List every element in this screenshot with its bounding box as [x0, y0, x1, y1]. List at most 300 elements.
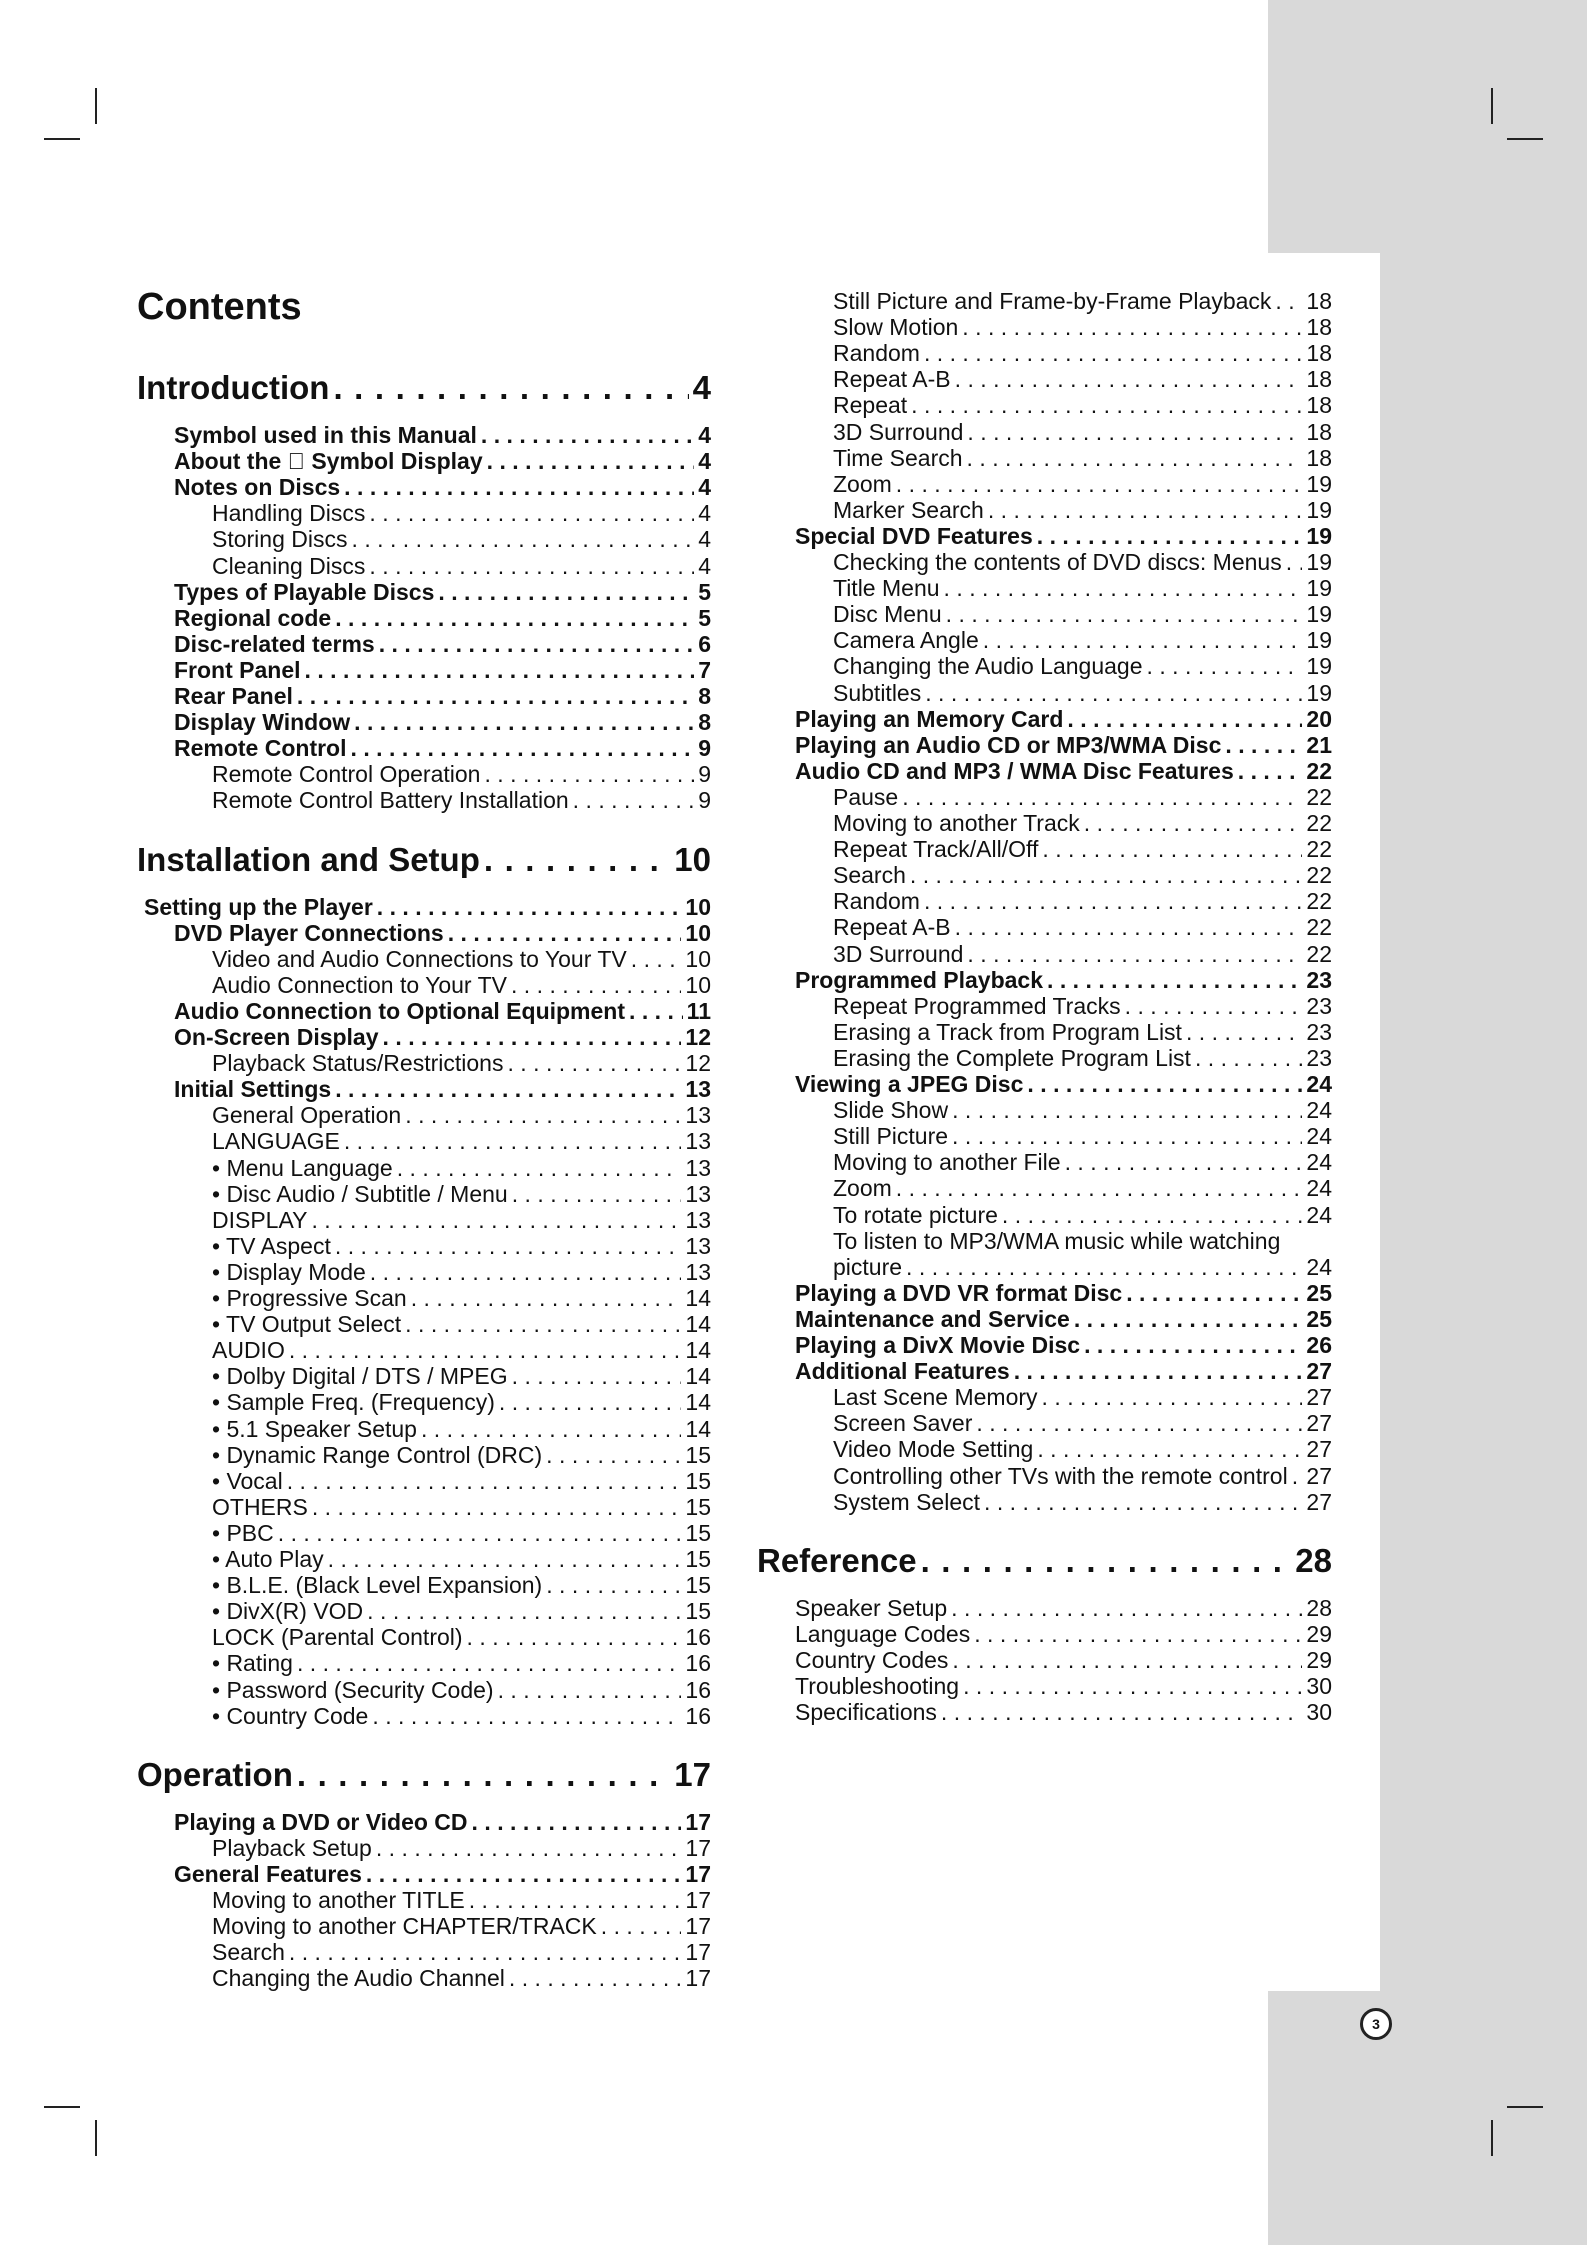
- toc-leader-dots: [952, 1123, 1302, 1149]
- toc-label: OTHERS: [212, 1493, 308, 1520]
- toc-label: Specifications: [795, 1699, 937, 1726]
- toc-entry: [212, 1102, 711, 1128]
- toc-leader-dots: [944, 575, 1303, 601]
- toc-page-number: 18: [1306, 392, 1332, 419]
- toc-label: Video and Audio Connections to Your TV: [212, 945, 627, 972]
- toc-leader-dots: [896, 471, 1303, 497]
- toc-page-number: 19: [1306, 627, 1332, 654]
- toc-entry: [833, 497, 1332, 523]
- toc-entry: [833, 340, 1332, 366]
- toc-label: • Sample Freq. (Frequency): [212, 1389, 495, 1416]
- toc-leader-dots: [397, 1155, 682, 1181]
- toc-label: Moving to another TITLE: [212, 1887, 465, 1913]
- toc-entry: [174, 579, 711, 605]
- toc-leader-dots: [983, 627, 1303, 653]
- toc-leader-dots: [1186, 1019, 1302, 1045]
- toc-page-number: 16: [685, 1702, 711, 1729]
- toc-label: Playing a DivX Movie Disc: [795, 1332, 1081, 1358]
- toc-leader-dots: [472, 1809, 682, 1835]
- toc-leader-dots: [354, 709, 694, 735]
- toc-page-number: 14: [685, 1337, 711, 1364]
- page-number: 3: [1372, 2016, 1380, 2032]
- toc-entry: [174, 998, 711, 1024]
- toc-entry: [212, 1181, 711, 1207]
- toc-page-number: 27: [1306, 1384, 1332, 1411]
- toc-page-number: 9: [698, 787, 711, 814]
- toc-page-number: 24: [1306, 1097, 1332, 1124]
- toc-page-number: 19: [1306, 653, 1332, 680]
- toc-page-number: 10: [685, 971, 711, 998]
- toc-leader-dots: [941, 1699, 1302, 1725]
- toc-leader-dots: [405, 1102, 681, 1128]
- toc-leader-dots: [351, 526, 694, 552]
- toc-label: Remote Control Battery Installation: [212, 787, 569, 814]
- toc-page-number: 6: [698, 630, 711, 657]
- toc-label: Country Codes: [795, 1646, 949, 1673]
- crop-mark-tl-h: [44, 138, 80, 140]
- toc-page-number: 26: [1306, 1332, 1332, 1358]
- toc-label: Still Picture: [833, 1123, 949, 1150]
- toc-page-number: 25: [1306, 1279, 1332, 1306]
- toc-page-number: 24: [1306, 1123, 1332, 1150]
- toc-label: DISPLAY: [212, 1206, 308, 1233]
- toc-entry: [212, 1416, 711, 1442]
- toc-label: • Dynamic Range Control (DRC): [212, 1441, 543, 1468]
- toc-label: Title Menu: [833, 575, 940, 602]
- toc-entry: [212, 761, 711, 787]
- toc-label: Moving to another File: [833, 1149, 1061, 1176]
- toc-entry: [833, 549, 1332, 575]
- toc-entry: [212, 1650, 711, 1676]
- toc-entry: [174, 683, 711, 709]
- toc-page-number: 5: [698, 578, 711, 605]
- toc-leader-dots: [601, 1913, 682, 1939]
- toc-page-number: 22: [1306, 940, 1332, 967]
- toc-leader-dots: [1292, 1463, 1303, 1489]
- toc-label: picture: [833, 1253, 903, 1280]
- toc-entry: [212, 787, 711, 813]
- toc-entry: [212, 1285, 711, 1311]
- toc-page-number: 15: [685, 1467, 711, 1494]
- toc-leader-dots: [344, 1128, 682, 1154]
- toc-entry: [833, 1019, 1332, 1045]
- toc-page-number: 22: [1306, 862, 1332, 889]
- toc-leader-dots: [1147, 653, 1303, 679]
- toc-entry: [833, 1097, 1332, 1123]
- toc-entry: [795, 1647, 1332, 1673]
- toc-leader-dots: [498, 1677, 682, 1703]
- toc-label: • Progressive Scan: [212, 1285, 407, 1311]
- toc-label: • Vocal: [212, 1467, 283, 1494]
- toc-page-number: 22: [1306, 783, 1332, 810]
- toc-leader-dots: [405, 1311, 681, 1337]
- toc-page-number: 5: [698, 604, 711, 631]
- toc-leader-dots: [305, 657, 695, 683]
- toc-label: Repeat Programmed Tracks: [833, 992, 1121, 1019]
- toc-leader-dots: [287, 1468, 682, 1494]
- toc-page-number: 27: [1306, 1488, 1332, 1515]
- toc-page-number: 15: [685, 1441, 711, 1468]
- toc-entry: [212, 1939, 711, 1965]
- toc-label: Search: [212, 1939, 285, 1966]
- toc-page-number: 14: [685, 1389, 711, 1416]
- toc-label: On-Screen Display: [174, 1024, 379, 1050]
- toc-page-number: 22: [1306, 810, 1332, 836]
- toc-label: Audio CD and MP3 / WMA Disc Features: [795, 757, 1234, 784]
- toc-entry: [795, 523, 1332, 549]
- toc-page-number: 14: [685, 1415, 711, 1442]
- toc-entry: [833, 419, 1332, 445]
- toc-leader-dots: [335, 1233, 682, 1259]
- toc-entry: [212, 1050, 711, 1076]
- toc-page-number: 23: [1306, 966, 1332, 993]
- toc-entry: [212, 1572, 711, 1598]
- toc-label: Initial Settings: [174, 1076, 332, 1103]
- toc-label: Playback Status/Restrictions: [212, 1050, 504, 1077]
- toc-heading: [757, 1541, 1332, 1581]
- toc-entry: [795, 1673, 1332, 1699]
- toc-leader-dots: [366, 1861, 681, 1887]
- toc-leader-dots: [1042, 1384, 1303, 1410]
- toc-page-number: 10: [685, 893, 711, 920]
- toc-entry: [212, 1887, 711, 1913]
- toc-page-number: 13: [685, 1206, 711, 1233]
- toc-entry: [212, 526, 711, 552]
- toc-label: Introduction: [137, 369, 330, 406]
- toc-page-number: 30: [1306, 1673, 1332, 1699]
- toc-entry: [212, 1965, 711, 1991]
- toc-page-number: 14: [685, 1285, 711, 1311]
- toc-leader-dots: [369, 500, 694, 526]
- toc-entry: [833, 1436, 1332, 1462]
- toc-label: Checking the contents of DVD discs: Menus: [833, 549, 1282, 575]
- toc-leader-dots: [1037, 1436, 1302, 1462]
- toc-entry: [833, 1045, 1332, 1071]
- toc-entry: [833, 1202, 1332, 1228]
- toc-label: • B.L.E. (Black Level Expansion): [212, 1572, 543, 1599]
- toc-entry: [833, 1228, 1332, 1254]
- toc-entry: [212, 1442, 711, 1468]
- page-title: Contents: [137, 286, 302, 328]
- toc-leader-dots: [484, 761, 694, 787]
- toc-page-number: 18: [1306, 288, 1332, 314]
- toc-label: Still Picture and Frame-by-Frame Playback: [833, 288, 1272, 314]
- toc-leader-dots: [911, 392, 1302, 418]
- toc-leader-dots: [484, 840, 670, 880]
- toc-label: 3D Surround: [833, 418, 964, 445]
- toc-label: Camera Angle: [833, 627, 979, 654]
- toc-leader-dots: [328, 1546, 682, 1572]
- toc-entry: [174, 631, 711, 657]
- toc-entry: [833, 1123, 1332, 1149]
- toc-label: • Auto Play: [212, 1546, 324, 1572]
- toc-leader-dots: [952, 1647, 1302, 1673]
- toc-entry: [212, 1494, 711, 1520]
- toc-page-number: 15: [685, 1572, 711, 1599]
- toc-label: • Password (Security Code): [212, 1676, 494, 1703]
- toc-label: General Operation: [212, 1102, 402, 1129]
- toc-entry: [833, 366, 1332, 392]
- toc-page-number: 8: [698, 709, 711, 736]
- toc-page-number: 24: [1306, 1071, 1332, 1097]
- toc-leader-dots: [297, 683, 694, 709]
- toc-leader-dots: [1125, 993, 1303, 1019]
- toc-leader-dots: [421, 1416, 681, 1442]
- toc-label: Moving to another Track: [833, 810, 1080, 836]
- toc-leader-dots: [312, 1494, 682, 1520]
- toc-label: System Select: [833, 1488, 980, 1515]
- toc-entry: [833, 1175, 1332, 1201]
- toc-label: Time Search: [833, 444, 963, 471]
- toc-leader-dots: [344, 474, 694, 500]
- toc-leader-dots: [467, 1624, 682, 1650]
- toc-page-number: 19: [1306, 496, 1332, 523]
- toc-leader-dots: [311, 1207, 681, 1233]
- toc-label: • 5.1 Speaker Setup: [212, 1415, 417, 1442]
- toc-label: Repeat Track/All/Off: [833, 836, 1039, 863]
- toc-entry: [174, 709, 711, 735]
- toc-label: Reference: [757, 1541, 917, 1579]
- toc-leader-dots: [351, 735, 695, 761]
- toc-leader-dots: [951, 1595, 1302, 1621]
- toc-entry: [833, 1410, 1332, 1436]
- toc-entry: [833, 914, 1332, 940]
- toc-label: Remote Control: [174, 735, 347, 762]
- toc-page-number: 17: [685, 1913, 711, 1940]
- toc-entry: [174, 1024, 711, 1050]
- toc-label: • Menu Language: [212, 1154, 393, 1181]
- toc-leader-dots: [1037, 523, 1303, 549]
- toc-label: Changing the Audio Language: [833, 653, 1143, 680]
- toc-entry: [174, 474, 711, 500]
- toc-label: Playing a DVD or Video CD: [174, 1808, 468, 1835]
- toc-leader-dots: [1067, 706, 1302, 732]
- toc-entry: [212, 1624, 711, 1650]
- toc-page-number: 10: [685, 945, 711, 972]
- toc-entry: [174, 422, 711, 448]
- toc-leader-dots: [946, 601, 1303, 627]
- toc-leader-dots: [376, 1835, 682, 1861]
- toc-label: Operation: [137, 1755, 293, 1793]
- toc-leader-dots: [1286, 549, 1303, 575]
- toc-leader-dots: [289, 1337, 682, 1363]
- toc-page-number: 21: [1306, 731, 1332, 758]
- toc-leader-dots: [976, 1410, 1302, 1436]
- toc-label: Playing an Audio CD or MP3/WMA Disc: [795, 731, 1222, 758]
- toc-leader-dots: [1027, 1071, 1302, 1097]
- toc-leader-dots: [955, 914, 1303, 940]
- crop-mark-bl-v: [95, 2120, 97, 2156]
- toc-label: AUDIO: [212, 1337, 285, 1364]
- toc-entry: [795, 1595, 1332, 1621]
- toc-entry: [174, 1076, 711, 1102]
- toc-label: • TV Output Select: [212, 1311, 402, 1338]
- toc-label: Storing Discs: [212, 526, 348, 553]
- toc-leader-dots: [967, 419, 1302, 445]
- toc-label: DVD Player Connections: [174, 919, 444, 946]
- toc-leader-dots: [297, 1755, 670, 1795]
- toc-entry: [212, 1598, 711, 1624]
- toc-page-number: 13: [685, 1128, 711, 1155]
- toc-entry: [212, 1259, 711, 1285]
- toc-page-number: 24: [1306, 1201, 1332, 1228]
- toc-leader-dots: [1047, 967, 1302, 993]
- toc-label: Special DVD Features: [795, 522, 1033, 549]
- toc-label: Marker Search: [833, 496, 984, 523]
- toc-label: Installation and Setup: [137, 840, 480, 878]
- toc-leader-dots: [512, 1181, 682, 1207]
- toc-leader-dots: [984, 1489, 1302, 1515]
- toc-entry: [833, 392, 1332, 418]
- toc-label: Display Window: [174, 709, 351, 736]
- toc-page-number: 27: [1306, 1462, 1332, 1489]
- toc-leader-dots: [1225, 732, 1302, 758]
- toc-label: Moving to another CHAPTER/TRACK: [212, 1913, 597, 1940]
- toc-label: Random: [833, 340, 920, 367]
- toc-label: Programmed Playback: [795, 966, 1044, 993]
- toc-page-number: 11: [686, 997, 711, 1024]
- toc-page-number: 19: [1306, 601, 1332, 628]
- toc-page-number: 4: [698, 474, 711, 501]
- toc-entry: [795, 1621, 1332, 1647]
- toc-page-number: 23: [1306, 992, 1332, 1019]
- toc-label: • TV Aspect: [212, 1232, 331, 1259]
- toc-entry: [212, 1389, 711, 1415]
- toc-entry: [795, 1280, 1332, 1306]
- crop-mark-tl-v: [95, 88, 97, 124]
- toc-page-number: 17: [685, 1965, 711, 1992]
- toc-label: Screen Saver: [833, 1410, 973, 1437]
- toc-entry: [833, 471, 1332, 497]
- toc-label: Erasing the Complete Program List: [833, 1044, 1191, 1071]
- toc-entry: [833, 1254, 1332, 1280]
- toc-entry: [212, 1546, 711, 1572]
- toc-leader-dots: [1002, 1202, 1302, 1228]
- toc-entry: [174, 1809, 711, 1835]
- toc-entry: [212, 1207, 711, 1233]
- toc-page-number: 15: [685, 1493, 711, 1520]
- toc-entry: [833, 288, 1332, 314]
- toc-entry: [795, 1332, 1332, 1358]
- toc-leader-dots: [952, 1097, 1302, 1123]
- toc-entry: [212, 1677, 711, 1703]
- toc-page-number: 4: [698, 422, 711, 448]
- toc-label: About the ⃠ Symbol Display: [174, 448, 483, 475]
- toc-page-number: 13: [685, 1102, 711, 1129]
- toc-leader-dots: [383, 1024, 682, 1050]
- toc-page-number: 22: [1306, 757, 1332, 784]
- toc-leader-dots: [335, 1076, 681, 1102]
- toc-leader-dots: [372, 1703, 681, 1729]
- toc-page-number: 28: [1306, 1594, 1332, 1621]
- toc-entry: [795, 706, 1332, 732]
- toc-label: Maintenance and Service: [795, 1305, 1070, 1332]
- toc-entry: [833, 784, 1332, 810]
- toc-leader-dots: [1074, 1306, 1303, 1332]
- toc-leader-dots: [629, 998, 683, 1024]
- toc-leader-dots: [370, 1259, 682, 1285]
- toc-entry: [833, 888, 1332, 914]
- toc-page-number: 16: [685, 1650, 711, 1677]
- toc-leader-dots: [1195, 1045, 1302, 1071]
- toc-leader-dots: [910, 862, 1303, 888]
- toc-page-number: 16: [685, 1676, 711, 1703]
- toc-page-number: 24: [1306, 1253, 1332, 1280]
- toc-page-number: 19: [1306, 549, 1332, 575]
- toc-label: Disc Menu: [833, 601, 942, 628]
- toc-entry: [212, 500, 711, 526]
- toc-label: Disc-related terms: [174, 630, 375, 657]
- toc-page-number: 27: [1306, 1358, 1332, 1385]
- toc-leader-dots: [377, 894, 682, 920]
- toc-label: Regional code: [174, 604, 332, 631]
- toc-label: Controlling other TVs with the remote control: [833, 1462, 1288, 1489]
- toc-leader-dots: [1014, 1358, 1303, 1384]
- toc-entry: [174, 1861, 711, 1887]
- toc-page-number: 4: [698, 500, 711, 527]
- toc-leader-dots: [896, 1175, 1303, 1201]
- page-number-badge: [1360, 2008, 1392, 2040]
- toc-leader-dots: [411, 1285, 682, 1311]
- toc-entry: [174, 448, 711, 474]
- toc-leader-dots: [512, 1363, 682, 1389]
- toc-page-number: 12: [685, 1024, 711, 1050]
- toc-leader-dots: [967, 941, 1302, 967]
- toc-leader-dots: [967, 445, 1303, 471]
- toc-label: General Features: [174, 1860, 362, 1887]
- toc-leader-dots: [507, 1050, 681, 1076]
- toc-label: Erasing a Track from Program List: [833, 1018, 1182, 1045]
- toc-leader-dots: [333, 368, 688, 408]
- toc-page-number: 13: [685, 1258, 711, 1285]
- toc-page-number: 22: [1306, 914, 1332, 941]
- crop-mark-tr-v: [1491, 88, 1493, 124]
- toc-page-number: 18: [1306, 418, 1332, 445]
- toc-leader-dots: [974, 1621, 1302, 1647]
- toc-leader-dots: [369, 553, 694, 579]
- toc-page-number: 15: [685, 1546, 711, 1572]
- toc-entry: [174, 657, 711, 683]
- toc-page-number: 18: [1306, 340, 1332, 367]
- toc-label: Setting up the Player: [144, 893, 373, 920]
- toc-label: Notes on Discs: [174, 474, 341, 501]
- toc-leader-dots: [1126, 1280, 1302, 1306]
- toc-label: Playback Setup: [212, 1834, 372, 1861]
- toc-entry: [212, 553, 711, 579]
- toc-page-number: 24: [1306, 1149, 1332, 1176]
- toc-page-number: 22: [1306, 888, 1332, 915]
- toc-label: LANGUAGE: [212, 1128, 340, 1155]
- toc-leader-dots: [511, 972, 681, 998]
- toc-entry: [833, 314, 1332, 340]
- toc-page-number: 17: [685, 1860, 711, 1887]
- toc-page-number: 4: [692, 369, 711, 406]
- toc-page-number: 23: [1306, 1044, 1332, 1071]
- toc-entry: [833, 653, 1332, 679]
- toc-label: Slow Motion: [833, 314, 959, 341]
- toc-page-number: 16: [685, 1624, 711, 1651]
- toc-leader-dots: [902, 784, 1302, 810]
- crop-mark-br-v: [1491, 2120, 1493, 2156]
- toc-leader-dots: [509, 1965, 682, 1991]
- toc-label: • PBC: [212, 1519, 274, 1546]
- toc-page-number: 25: [1306, 1305, 1332, 1332]
- toc-label: Rear Panel: [174, 683, 293, 709]
- toc-page-number: 18: [1306, 366, 1332, 393]
- toc-leader-dots: [1084, 810, 1303, 836]
- toc-label: Repeat A-B: [833, 366, 951, 393]
- toc-entry: [212, 946, 711, 972]
